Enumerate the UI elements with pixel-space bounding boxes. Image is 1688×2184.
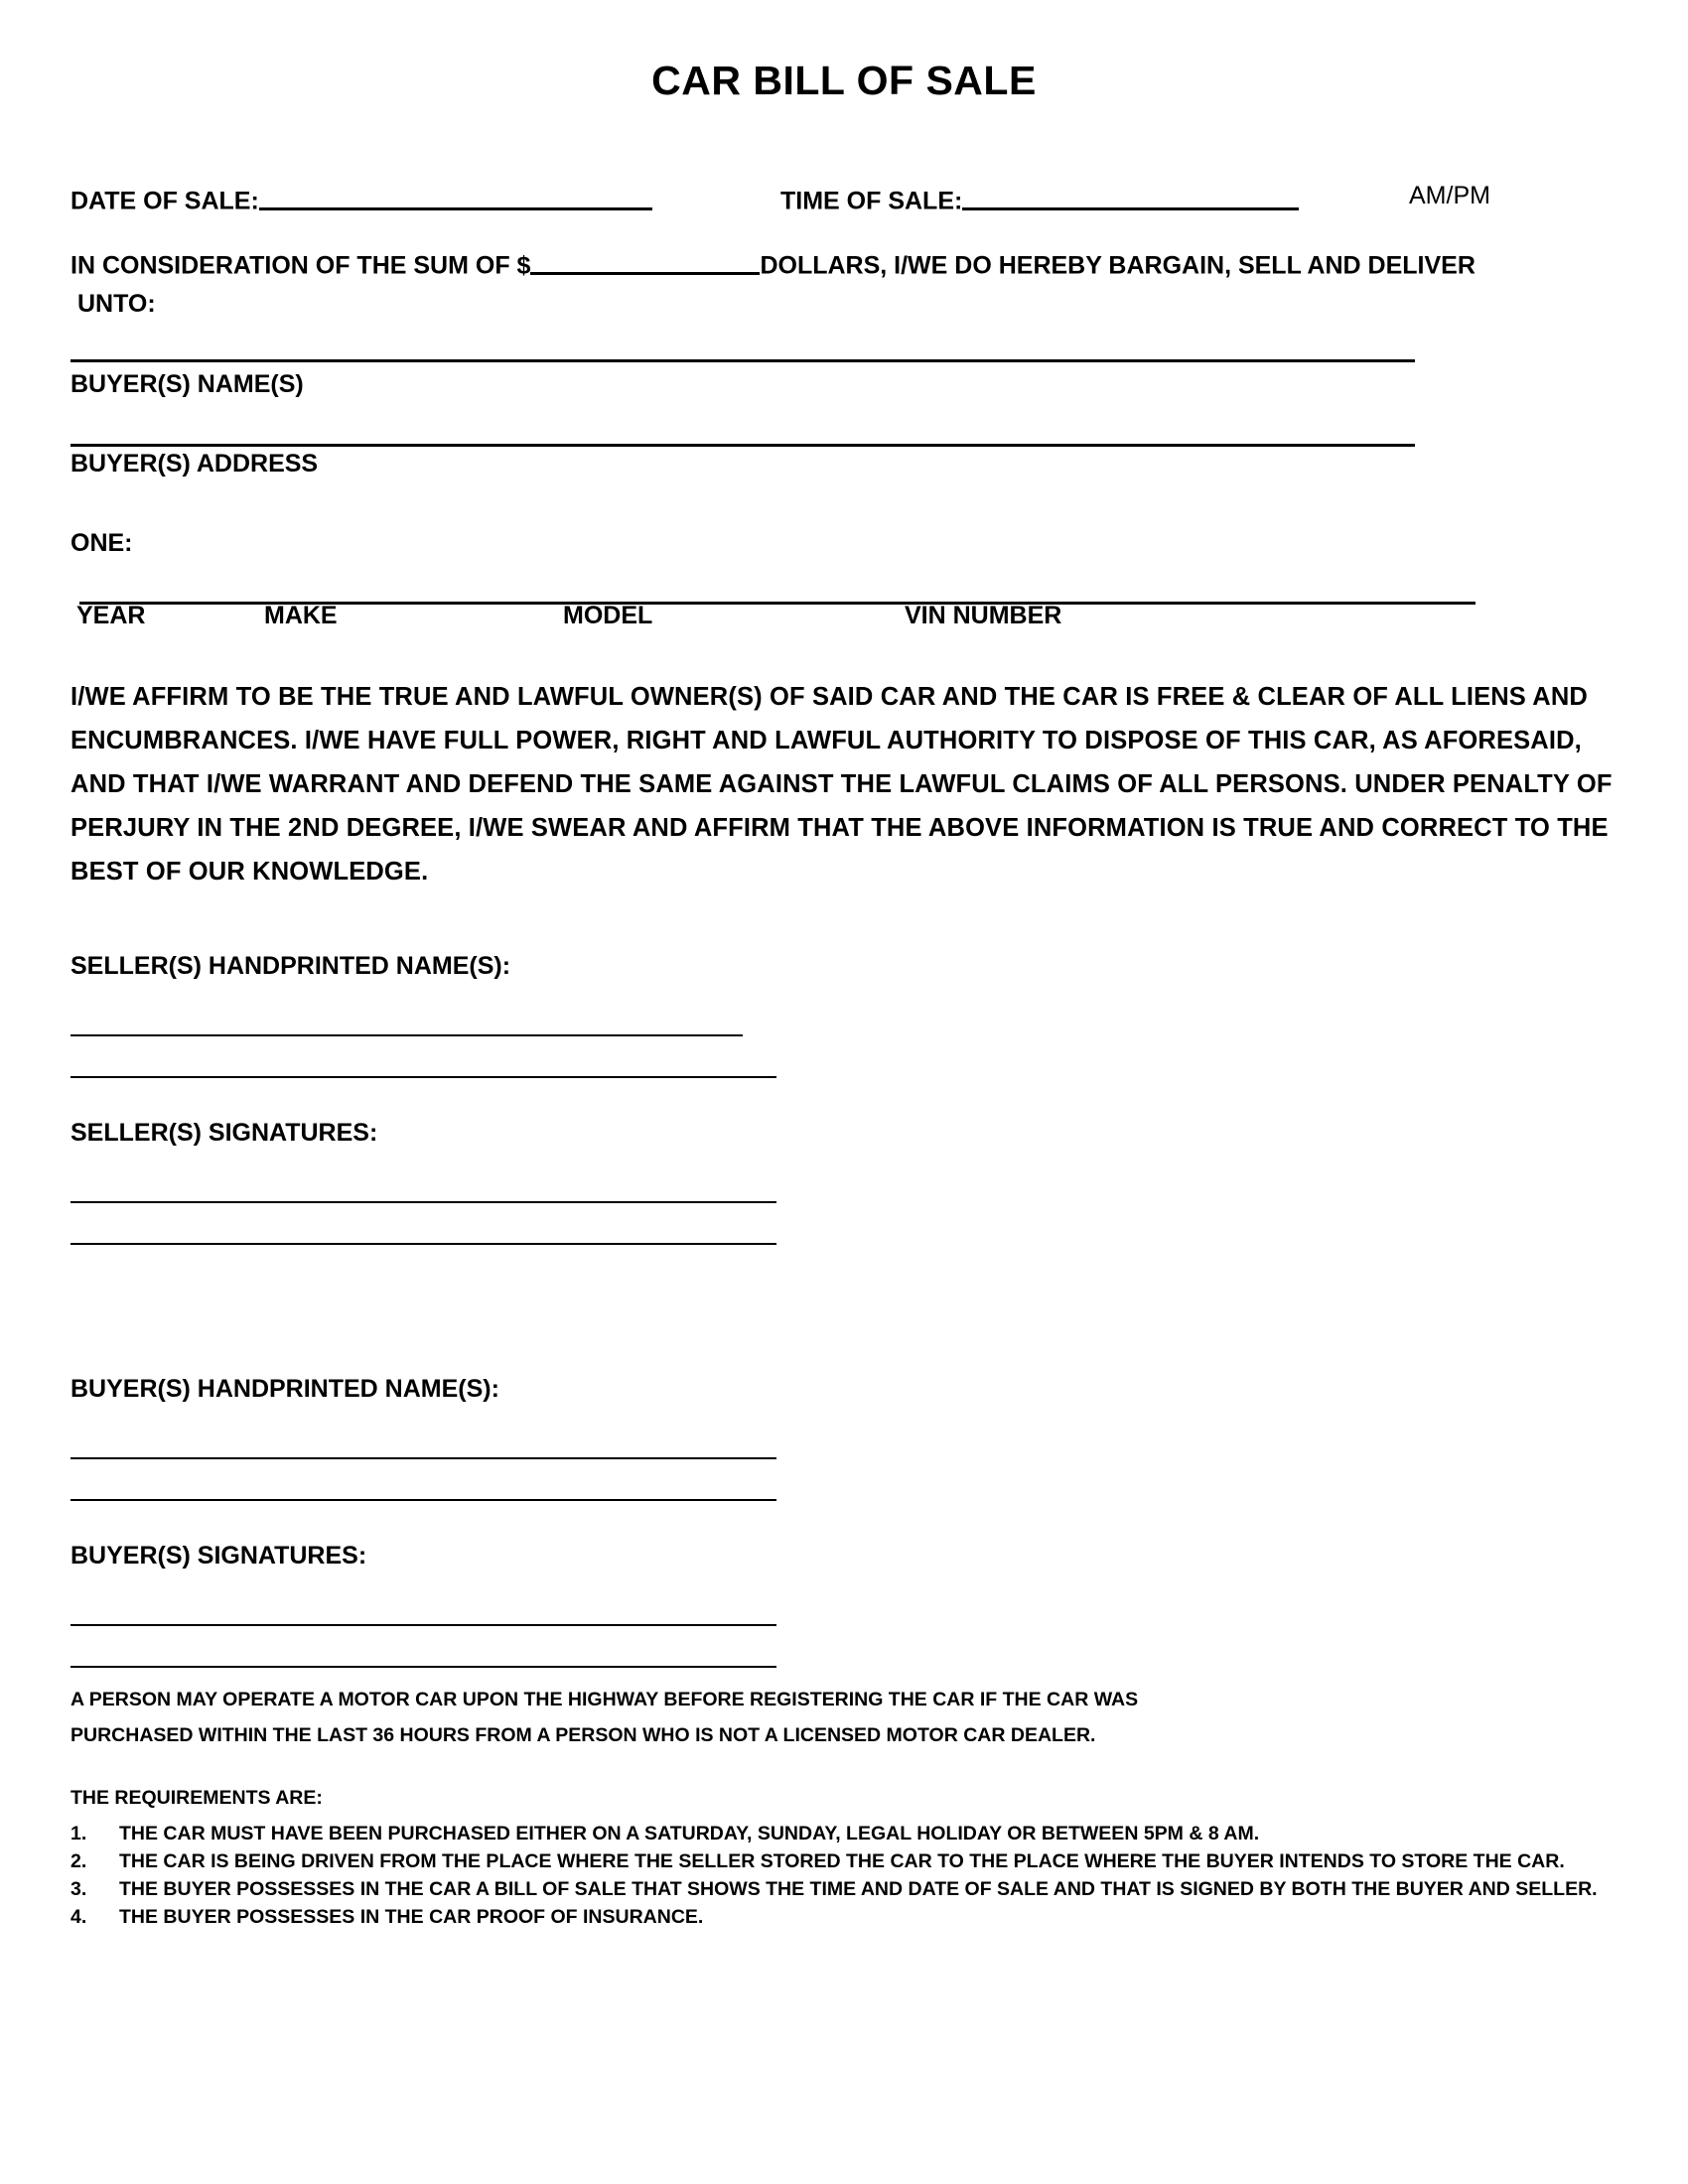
seller-signatures-label: SELLER(S) SIGNATURES:: [70, 1119, 378, 1147]
vehicle-column-make: MAKE: [264, 602, 338, 629]
buyer-signature-line-2[interactable]: [70, 1666, 776, 1668]
consideration-suffix: DOLLARS, I/WE DO HEREBY BARGAIN, SELL AND DELIVER: [760, 251, 1476, 280]
affirmation-line: I/WE AFFIRM TO BE THE TRUE AND LAWFUL OWNER(S) OF SAID CAR AND THE CAR IS FREE & CLEAR OF ALL LIENS AND: [70, 683, 1588, 711]
buyer-handprinted-names-label: BUYER(S) HANDPRINTED NAME(S):: [70, 1375, 499, 1403]
vehicle-column-vin: VIN NUMBER: [905, 602, 1062, 629]
consideration-amount-input[interactable]: [530, 246, 760, 275]
vehicle-column-model: MODEL: [563, 602, 653, 629]
buyer-signatures-label: BUYER(S) SIGNATURES:: [70, 1542, 367, 1570]
unto-label: UNTO:: [77, 290, 156, 318]
affirmation-line: BEST OF OUR KNOWLEDGE.: [70, 858, 429, 886]
time-of-sale-row: [780, 182, 1299, 215]
requirement-number: 4.: [70, 1906, 87, 1928]
time-of-sale-label: TIME OF SALE:: [780, 187, 963, 215]
list-item: [70, 1847, 1619, 1875]
date-of-sale-input[interactable]: [259, 182, 652, 210]
seller-handprinted-name-line-1[interactable]: [70, 1034, 743, 1036]
list-item: [70, 1903, 1619, 1931]
ampm-label: AM/PM: [1409, 182, 1490, 209]
requirement-text: THE BUYER POSSESSES IN THE CAR A BILL OF SALE THAT SHOWS THE TIME AND DATE OF SALE AND THAT IS SIGNED BY BOTH THE BUYER AND SELLER.: [119, 1878, 1598, 1900]
operation-notice-line-1: A PERSON MAY OPERATE A MOTOR CAR UPON THE HIGHWAY BEFORE REGISTERING THE CAR IF THE CAR WAS: [70, 1689, 1139, 1710]
affirmation-paragraph: [70, 675, 1616, 893]
seller-handprinted-name-line-2[interactable]: [70, 1076, 776, 1078]
buyer-handprinted-name-line-1[interactable]: [70, 1457, 776, 1459]
time-of-sale-input[interactable]: [962, 182, 1299, 210]
consideration-prefix: IN CONSIDERATION OF THE SUM OF $: [70, 251, 531, 280]
operation-notice-line-2: PURCHASED WITHIN THE LAST 36 HOURS FROM A PERSON WHO IS NOT A LICENSED MOTOR CAR DEALER.: [70, 1724, 1096, 1746]
buyer-handprinted-name-line-2[interactable]: [70, 1499, 776, 1501]
affirmation-line: ENCUMBRANCES. I/WE HAVE FULL POWER, RIGHT AND LAWFUL AUTHORITY TO DISPOSE OF THIS CAR, AS AFORESAID,: [70, 727, 1582, 754]
page-title: CAR BILL OF SALE: [651, 58, 1037, 103]
consideration-row: [70, 246, 1476, 280]
requirement-text: THE CAR MUST HAVE BEEN PURCHASED EITHER ON A SATURDAY, SUNDAY, LEGAL HOLIDAY OR BETWEEN 5PM & 8 AM.: [119, 1823, 1260, 1844]
seller-handprinted-names-label: SELLER(S) HANDPRINTED NAME(S):: [70, 952, 511, 980]
affirmation-line: PERJURY IN THE 2ND DEGREE, I/WE SWEAR AND AFFIRM THAT THE ABOVE INFORMATION IS TRUE AND CORRECT TO THE: [70, 814, 1609, 842]
vehicle-one-label: ONE:: [70, 529, 133, 557]
requirements-heading: THE REQUIREMENTS ARE:: [70, 1787, 323, 1809]
seller-signature-line-1[interactable]: [70, 1201, 776, 1203]
affirmation-line: AND THAT I/WE WARRANT AND DEFEND THE SAME AGAINST THE LAWFUL CLAIMS OF ALL PERSONS. UNDER PENALTY OF: [70, 770, 1613, 798]
list-item: [70, 1820, 1619, 1847]
requirement-number: 2.: [70, 1850, 87, 1872]
list-item: [70, 1875, 1619, 1903]
requirement-text: THE CAR IS BEING DRIVEN FROM THE PLACE WHERE THE SELLER STORED THE CAR TO THE PLACE WHERE THE BUYER INTENDS TO STORE THE CAR.: [119, 1850, 1565, 1872]
date-of-sale-row: [70, 182, 652, 215]
requirement-number: 1.: [70, 1823, 87, 1844]
buyer-names-label: BUYER(S) NAME(S): [70, 370, 304, 398]
buyer-address-label: BUYER(S) ADDRESS: [70, 450, 319, 478]
vehicle-column-year: YEAR: [76, 602, 146, 629]
requirements-list: [70, 1820, 1619, 1931]
date-of-sale-label: DATE OF SALE:: [70, 187, 259, 215]
buyer-address-line[interactable]: [70, 444, 1415, 447]
requirement-number: 3.: [70, 1878, 87, 1900]
buyer-name-line[interactable]: [70, 359, 1415, 362]
requirement-text: THE BUYER POSSESSES IN THE CAR PROOF OF INSURANCE.: [119, 1906, 704, 1928]
seller-signature-line-2[interactable]: [70, 1243, 776, 1245]
buyer-signature-line-1[interactable]: [70, 1624, 776, 1626]
